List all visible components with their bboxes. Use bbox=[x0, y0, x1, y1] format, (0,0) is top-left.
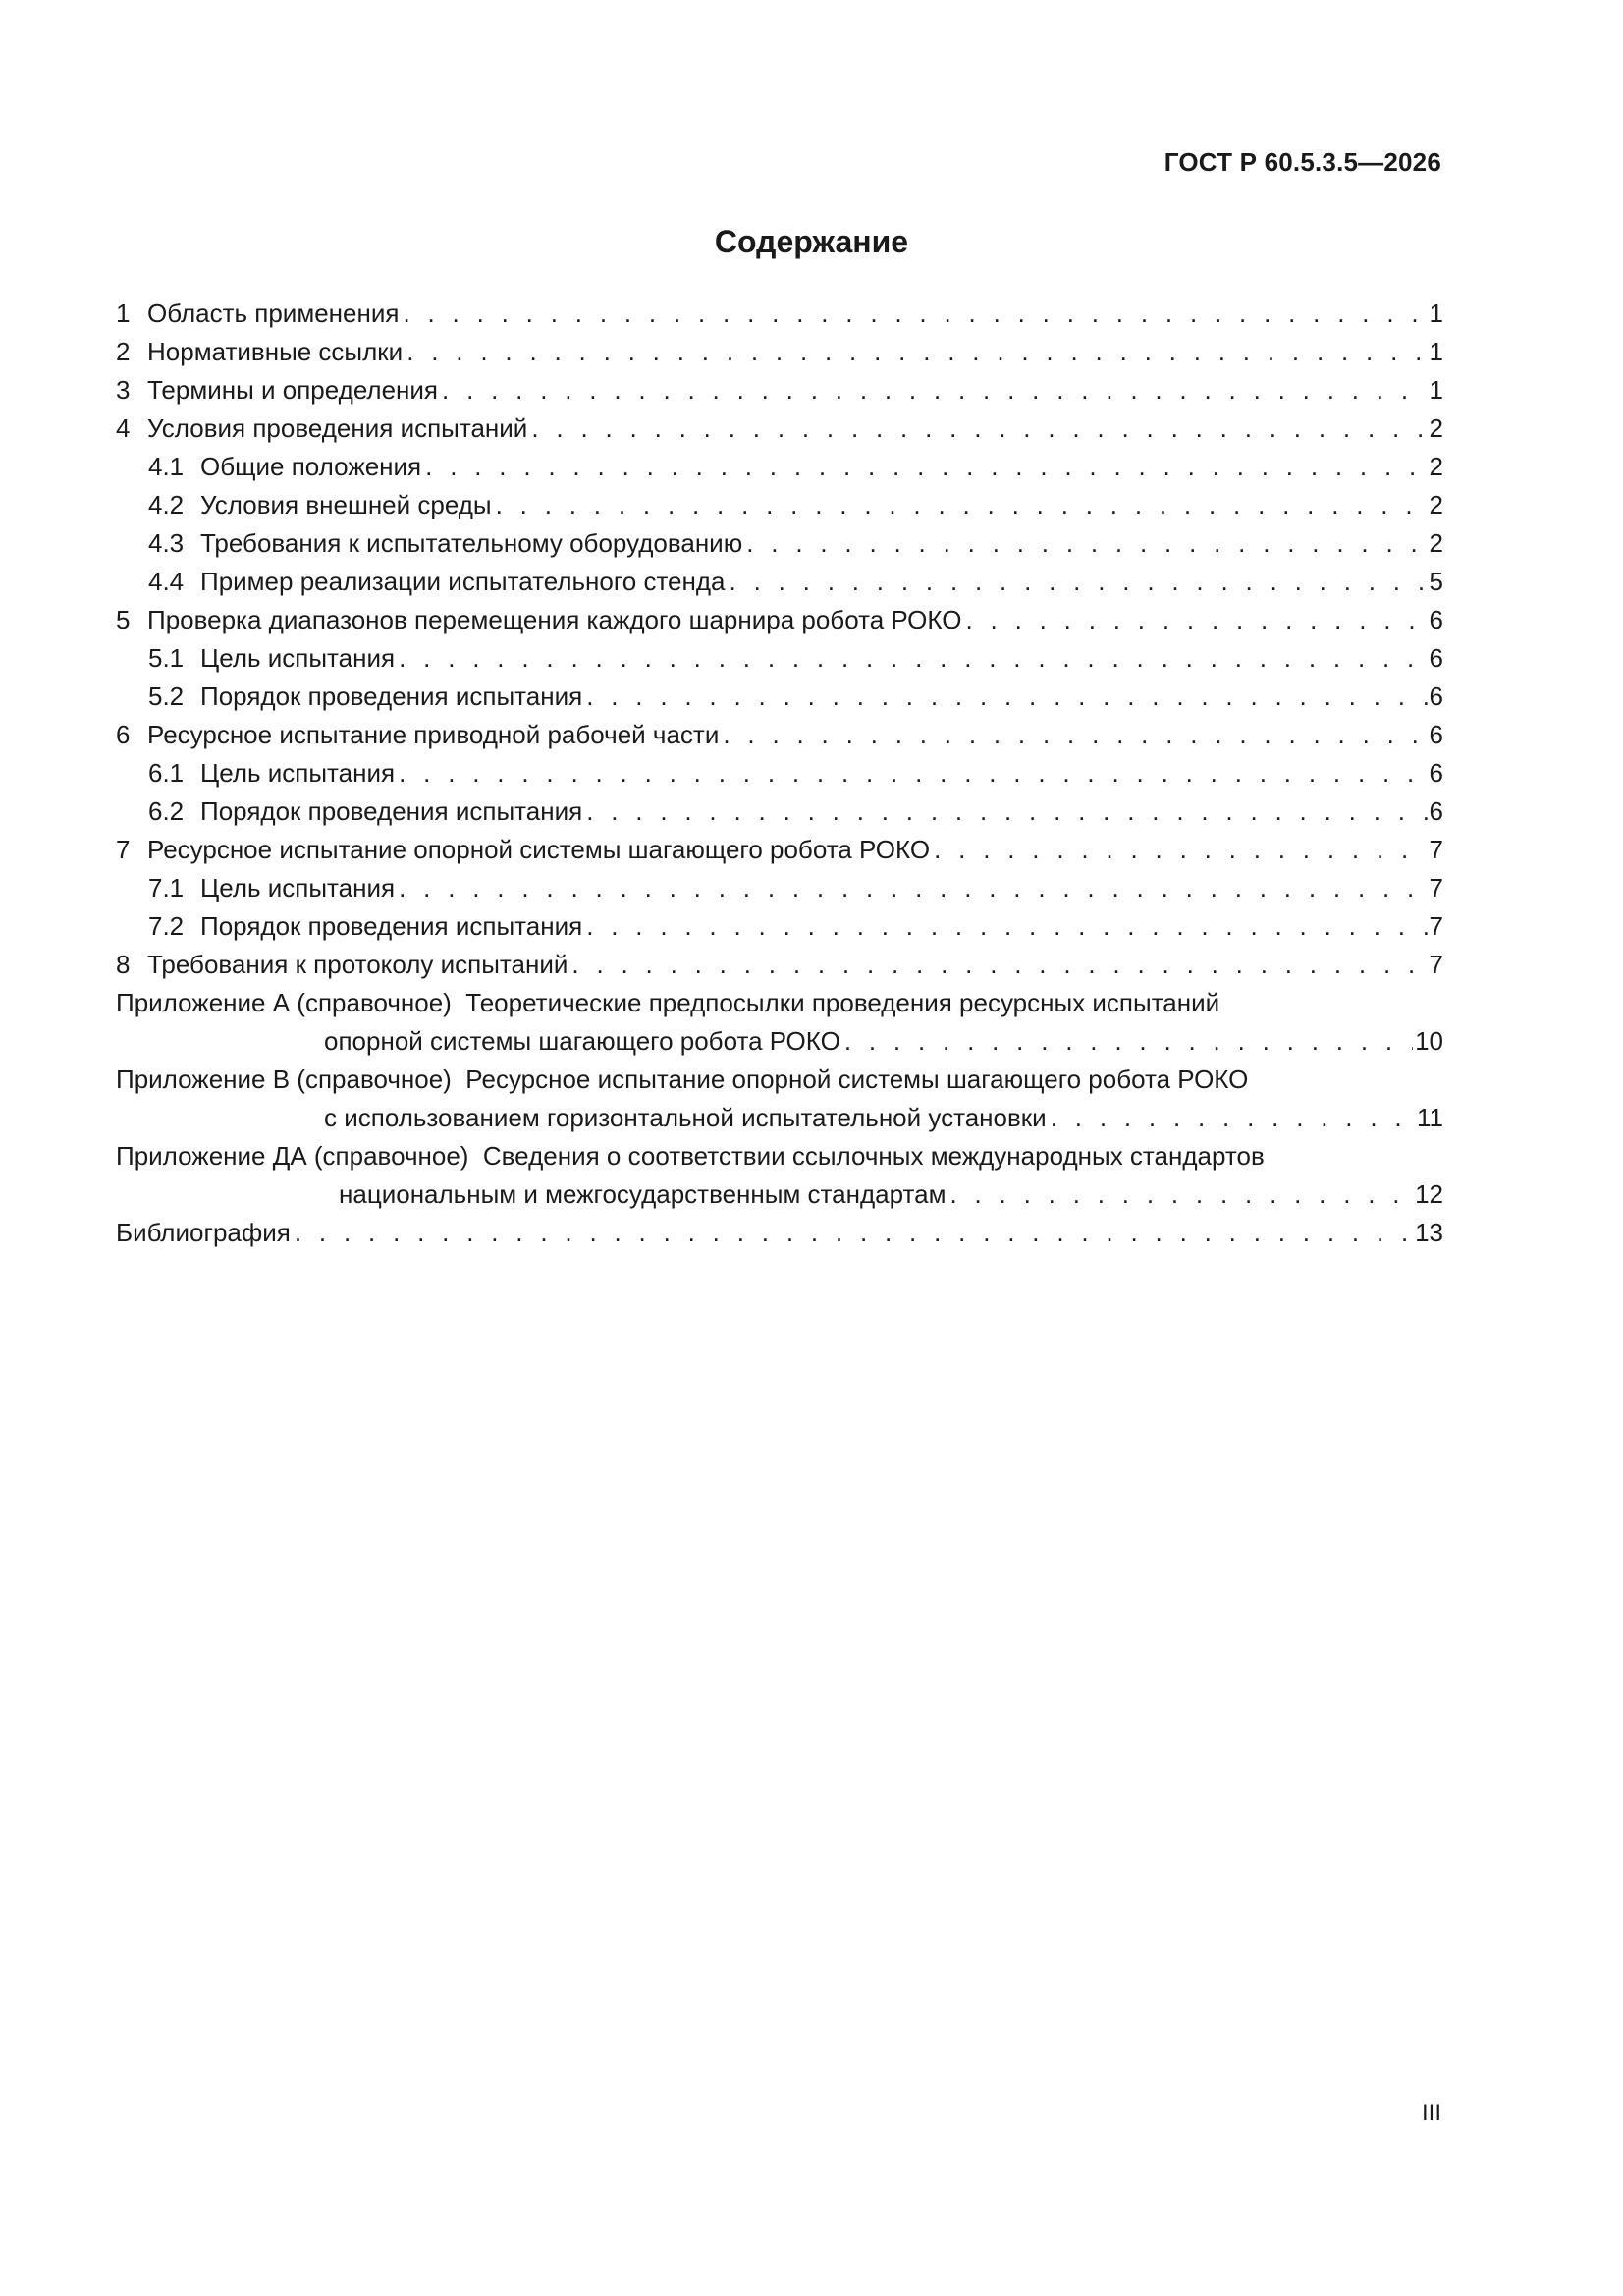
toc-number: 5.1 bbox=[148, 643, 185, 673]
toc-entry[interactable] bbox=[116, 333, 1443, 371]
dot-leader bbox=[295, 1214, 1413, 1252]
dot-leader bbox=[723, 716, 1427, 754]
dot-leader bbox=[571, 946, 1427, 984]
toc-number: 6.1 bbox=[148, 758, 185, 788]
toc-number: 8 bbox=[116, 950, 131, 979]
toc-page: 7 bbox=[1429, 911, 1443, 941]
annex-title-continuation: опорной системы шагающего робота РОКО bbox=[324, 1026, 840, 1056]
toc-page: 2 bbox=[1429, 413, 1443, 443]
toc-page: 6 bbox=[1429, 796, 1443, 826]
toc-page: 1 bbox=[1429, 375, 1443, 405]
toc-subentry[interactable] bbox=[116, 448, 1443, 486]
dot-leader bbox=[586, 793, 1427, 831]
dot-leader bbox=[399, 754, 1427, 793]
toc-number: 2 bbox=[116, 337, 131, 366]
toc-title: Условия внешней среды bbox=[200, 490, 492, 519]
toc-subentry[interactable] bbox=[116, 907, 1443, 946]
dot-leader bbox=[586, 907, 1427, 946]
toc-page: 7 bbox=[1429, 950, 1443, 979]
toc-title: Ресурсное испытание приводной рабочей части bbox=[147, 720, 720, 749]
toc-subentry[interactable] bbox=[116, 793, 1443, 831]
dot-leader bbox=[531, 410, 1427, 448]
dot-leader bbox=[965, 601, 1427, 639]
dot-leader bbox=[399, 639, 1427, 678]
toc-number: 4.3 bbox=[148, 528, 185, 558]
toc-title: Порядок проведения испытания bbox=[200, 911, 583, 941]
toc-subentry[interactable] bbox=[116, 678, 1443, 716]
annex-title: Приложение В (справочное) Ресурсное испытание опорной системы шагающего робота РОКО bbox=[116, 1065, 1249, 1094]
toc-title: Порядок проведения испытания bbox=[200, 796, 583, 826]
toc-page: 13 bbox=[1415, 1218, 1443, 1247]
toc-subentry[interactable] bbox=[116, 486, 1443, 524]
toc-page: 1 bbox=[1429, 337, 1443, 366]
toc-title: Область применения bbox=[147, 299, 400, 328]
toc-title: Цель испытания bbox=[200, 758, 396, 788]
toc-number: 5.2 bbox=[148, 682, 185, 711]
annex-title-continuation: с использованием горизонтальной испытательной установки bbox=[324, 1103, 1047, 1132]
toc-annex-entry[interactable] bbox=[116, 984, 1443, 1061]
toc-title: Ресурсное испытание опорной системы шагающего робота РОКО bbox=[147, 835, 931, 864]
toc-title: Термины и определения bbox=[147, 375, 439, 405]
toc-subentry[interactable] bbox=[116, 754, 1443, 793]
document-code: ГОСТ Р 60.5.3.5—2026 bbox=[1163, 147, 1441, 177]
toc-subentry[interactable] bbox=[116, 639, 1443, 678]
toc-annex-entry[interactable] bbox=[116, 1137, 1443, 1214]
dot-leader bbox=[844, 1022, 1413, 1061]
toc-page: 2 bbox=[1429, 490, 1443, 519]
toc-page: 2 bbox=[1429, 528, 1443, 558]
dot-leader bbox=[730, 563, 1428, 601]
toc-number: 6.2 bbox=[148, 796, 185, 826]
toc-number: 3 bbox=[116, 375, 131, 405]
toc-title: Общие положения bbox=[200, 452, 422, 481]
toc-title: Нормативные ссылки bbox=[147, 337, 404, 366]
toc-number: 6 bbox=[116, 720, 131, 749]
toc-entry[interactable] bbox=[116, 601, 1443, 639]
toc-page: 7 bbox=[1429, 873, 1443, 902]
toc-page: 11 bbox=[1417, 1103, 1443, 1132]
toc-number: 1 bbox=[116, 299, 131, 328]
dot-leader bbox=[746, 524, 1427, 563]
toc-entry[interactable] bbox=[116, 716, 1443, 754]
annex-title: Приложение А (справочное) Теоретические предпосылки проведения ресурсных испытаний bbox=[116, 988, 1220, 1017]
toc-number: 7.2 bbox=[148, 911, 185, 941]
toc-entry[interactable] bbox=[116, 410, 1443, 448]
toc-page: 6 bbox=[1429, 720, 1443, 749]
page-title: Содержание bbox=[714, 224, 909, 259]
dot-leader bbox=[934, 831, 1427, 869]
toc-subentry[interactable] bbox=[116, 563, 1443, 601]
toc-title: Условия проведения испытаний bbox=[147, 413, 528, 443]
toc-title: Требования к испытательному оборудованию bbox=[200, 528, 743, 558]
toc-number: 5 bbox=[116, 605, 131, 634]
dot-leader bbox=[442, 371, 1428, 410]
toc-title: Порядок проведения испытания bbox=[200, 682, 583, 711]
toc-title: Цель испытания bbox=[200, 643, 396, 673]
dot-leader bbox=[403, 295, 1427, 333]
toc-page: 12 bbox=[1415, 1179, 1443, 1209]
toc-entry[interactable] bbox=[116, 831, 1443, 869]
toc-number: 4.1 bbox=[148, 452, 185, 481]
dot-leader bbox=[425, 448, 1427, 486]
table-of-contents bbox=[116, 295, 1443, 1252]
dot-leader bbox=[949, 1175, 1413, 1214]
toc-page: 2 bbox=[1429, 452, 1443, 481]
toc-title: Проверка диапазонов перемещения каждого шарнира робота РОКО bbox=[147, 605, 962, 634]
annex-title: Приложение ДА (справочное) Сведения о соответствии ссылочных международных стандартов bbox=[116, 1141, 1265, 1171]
toc-entry[interactable] bbox=[116, 295, 1443, 333]
toc-number: 7.1 bbox=[148, 873, 185, 902]
toc-number: 4 bbox=[116, 413, 131, 443]
page-number: III bbox=[1421, 2100, 1441, 2126]
toc-page: 7 bbox=[1429, 835, 1443, 864]
toc-subentry[interactable] bbox=[116, 869, 1443, 907]
toc-subentry[interactable] bbox=[116, 524, 1443, 563]
toc-number: 4.4 bbox=[148, 567, 185, 596]
toc-title: Пример реализации испытательного стенда bbox=[200, 567, 726, 596]
toc-page: 6 bbox=[1429, 682, 1443, 711]
toc-page: 5 bbox=[1429, 567, 1443, 596]
dot-leader bbox=[399, 869, 1427, 907]
dot-leader bbox=[406, 333, 1427, 371]
dot-leader bbox=[496, 486, 1428, 524]
toc-entry[interactable] bbox=[116, 371, 1443, 410]
toc-page: 6 bbox=[1429, 643, 1443, 673]
toc-annex-entry[interactable] bbox=[116, 1061, 1443, 1137]
toc-title: Требования к протоколу испытаний bbox=[147, 950, 568, 979]
toc-title: Библиография bbox=[116, 1218, 291, 1247]
dot-leader bbox=[1051, 1099, 1415, 1137]
toc-bibliography-entry[interactable] bbox=[116, 1214, 1443, 1252]
toc-entry[interactable] bbox=[116, 946, 1443, 984]
dot-leader bbox=[586, 678, 1427, 716]
toc-page: 6 bbox=[1429, 758, 1443, 788]
toc-page: 6 bbox=[1429, 605, 1443, 634]
annex-title-continuation: национальным и межгосударственным стандартам bbox=[339, 1179, 947, 1209]
toc-page: 10 bbox=[1415, 1026, 1443, 1056]
toc-number: 7 bbox=[116, 835, 131, 864]
toc-number: 4.2 bbox=[148, 490, 185, 519]
toc-title: Цель испытания bbox=[200, 873, 396, 902]
toc-page: 1 bbox=[1429, 299, 1443, 328]
